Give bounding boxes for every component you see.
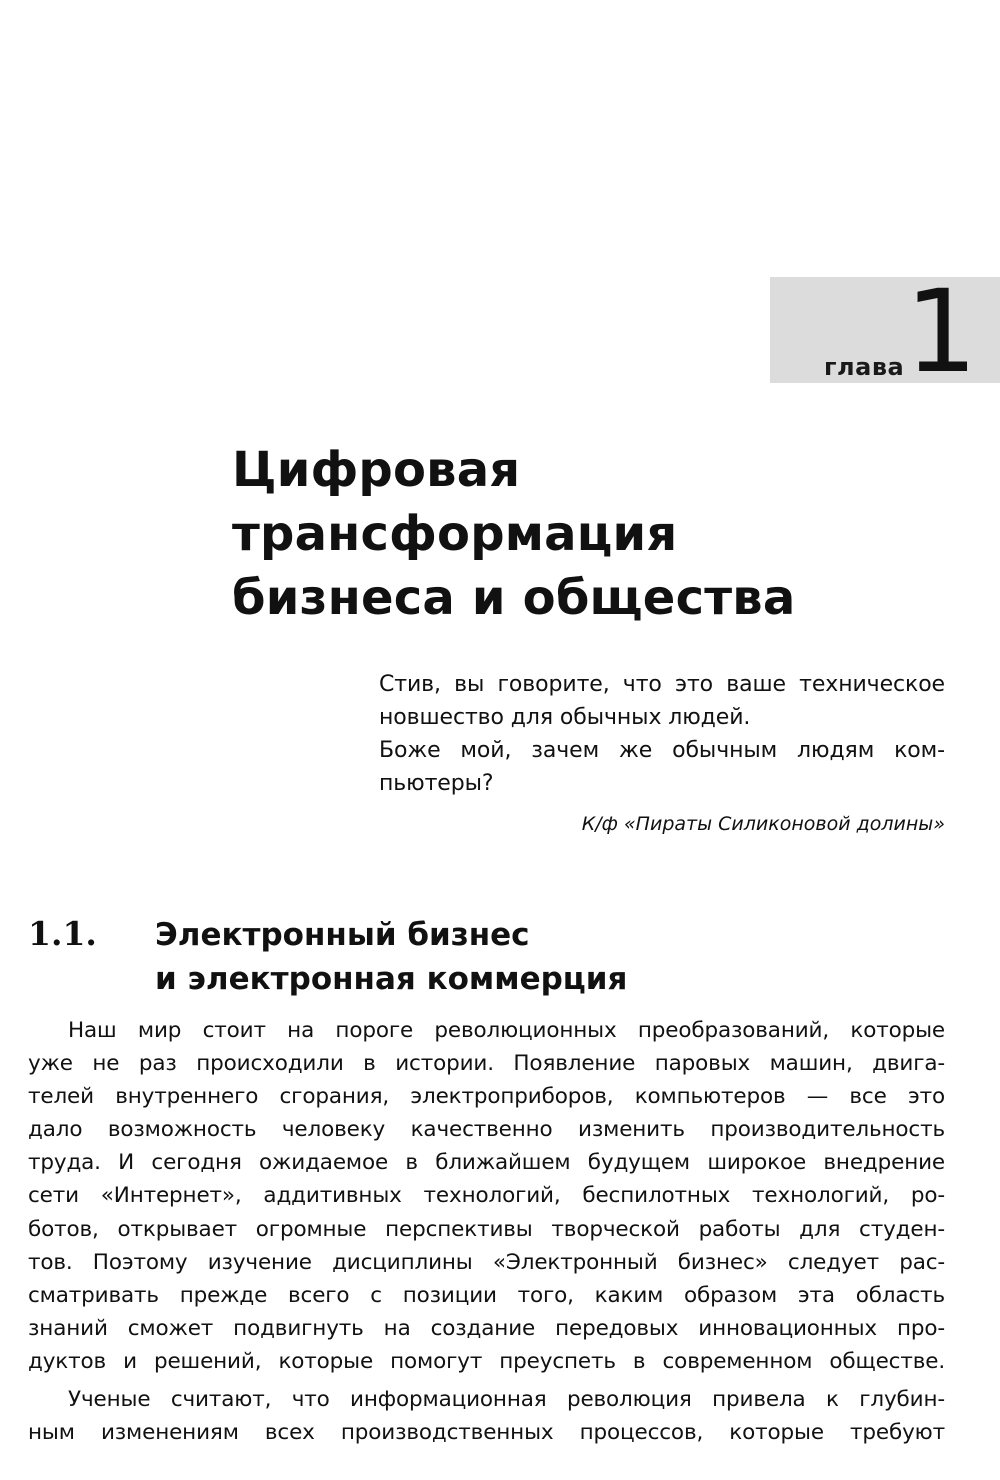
epigraph-line: Боже мой, зачем же обычным людям ком- — [379, 738, 945, 763]
paragraph-line: сети «Интернет», аддитивных технологий, беспилотных технологий, ро- — [28, 1183, 945, 1209]
chapter-title — [232, 438, 972, 630]
paragraph-line: ботов, открывает огромные перспективы творческой работы для студен- — [28, 1216, 945, 1242]
epigraph — [379, 668, 945, 838]
chapter-title-line: трансформация — [232, 506, 678, 562]
paragraph-line: ным изменениям всех производственных процессов, которые требуют — [28, 1420, 945, 1446]
section-number: 1.1. — [28, 914, 97, 953]
paragraph-line: Наш мир стоит на пороге революционных преобразований, которые — [68, 1018, 945, 1043]
epigraph-line: пьютеры? — [379, 771, 494, 796]
paragraph-line: тов. Поэтому изучение дисциплины «Электронный бизнес» следует рас- — [28, 1249, 945, 1275]
section-title — [155, 913, 627, 1001]
paragraph-line: сматривать прежде всего с позиции того, каким образом эта область — [28, 1282, 945, 1308]
chapter-title-line: Цифровая — [232, 442, 521, 498]
epigraph-line: новшество для обычных людей. — [379, 705, 751, 730]
epigraph-source: К/ф «Пираты Силиконовой долины» — [581, 813, 945, 835]
paragraph-line: телей внутреннего сгорания, электроприборов, компьютеров — все это — [28, 1084, 945, 1110]
paragraph-line: дуктов и решений, которые помогут преуспеть в современном обществе. — [28, 1348, 945, 1374]
paragraph-line: Ученые считают, что информационная революция привела к глубин- — [68, 1387, 945, 1413]
epigraph-line: Стив, вы говорите, что это ваше техническое — [379, 672, 945, 697]
section-title-line: Электронный бизнес — [155, 917, 530, 953]
paragraph-line: знаний сможет подвигнуть на создание передовых инновационных про- — [28, 1315, 945, 1341]
chapter-number: 1 — [905, 265, 978, 398]
chapter-title-line: бизнеса и общества — [232, 570, 796, 626]
body-text — [28, 1014, 945, 1449]
paragraph-line: уже не раз происходили в истории. Появление паровых машин, двига- — [28, 1051, 945, 1077]
chapter-label: глава — [824, 353, 905, 381]
section-title-line: и электронная коммерция — [155, 961, 628, 997]
paragraph-line: дало возможность человеку качественно изменить производительность — [28, 1117, 945, 1143]
paragraph-line: труда. И сегодня ожидаемое в ближайшем будущем широкое внедрение — [28, 1150, 945, 1176]
